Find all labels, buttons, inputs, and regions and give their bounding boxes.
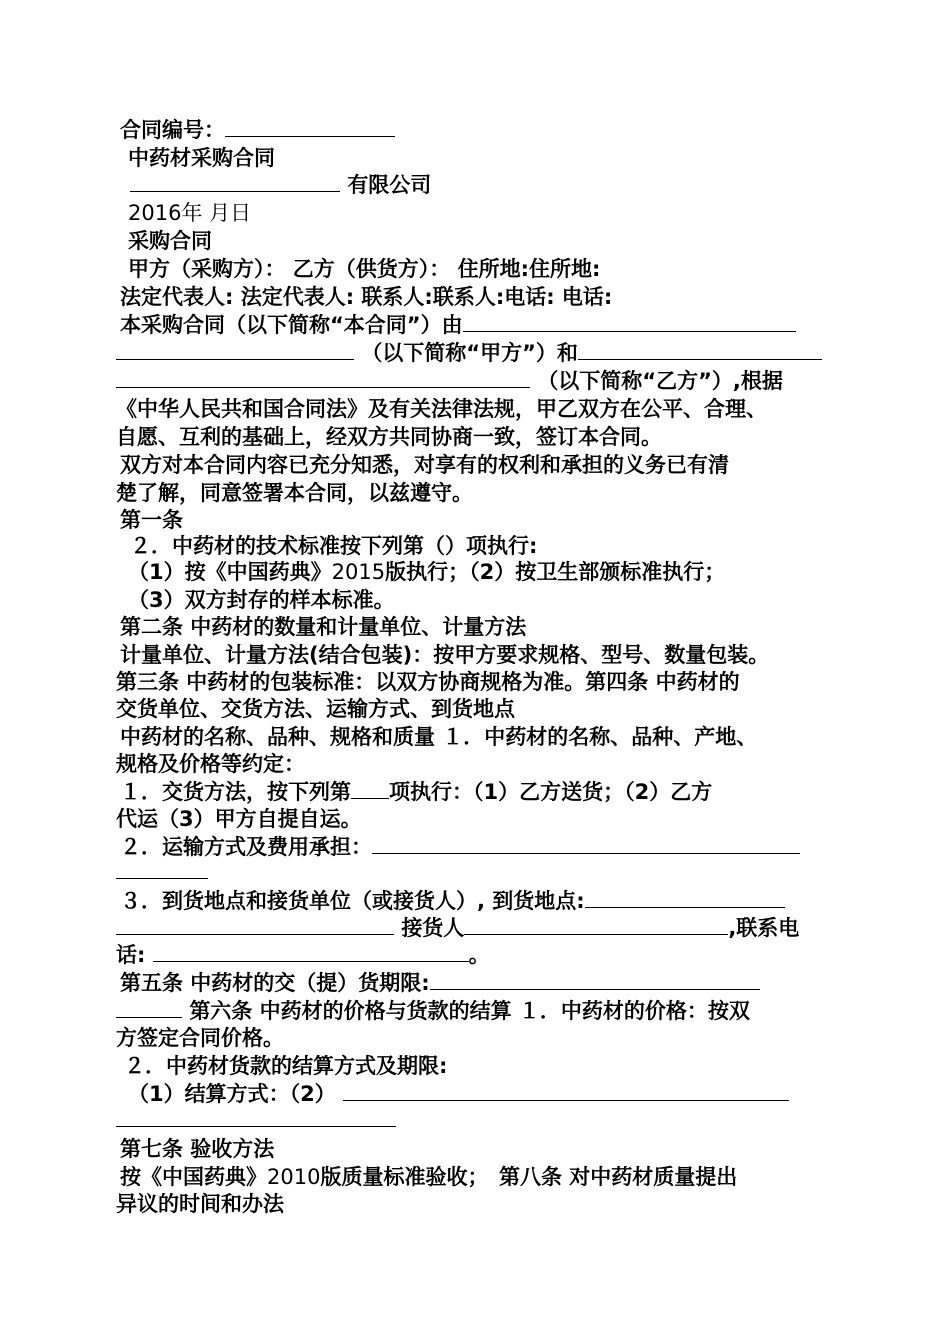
intro-text-1: 本采购合同（以下简称“本合同”）由: [120, 313, 463, 337]
delivery-method-line: [120, 778, 712, 806]
intro-line-1: [120, 311, 796, 339]
arrival-place-blank: [585, 887, 785, 908]
article-5-text: 第五条 中药材的交（提）货期限:: [120, 971, 430, 995]
article-6-leading-blank: [116, 997, 182, 1018]
arrival-text: ３．到货地点和接货单位（或接货人）, 到货地点:: [120, 889, 585, 913]
article-1-option-3: （3）双方封存的样本标准。: [128, 588, 395, 612]
transport-text: ２．运输方式及费用承担：: [120, 835, 372, 859]
transport-line: [120, 833, 800, 861]
intro-text-3: （以下简称“乙方”）,根据: [537, 369, 783, 393]
article-7-text-line: [120, 1163, 737, 1191]
receiver-blank: [464, 914, 728, 935]
names-line-2: 规格及价格等约定：: [116, 752, 305, 776]
arrival-unit-blank: [116, 914, 394, 935]
delivery-text-a: １．交货方法，按下列第: [120, 780, 351, 804]
settlement-method-text: （1）结算方式：（2）: [128, 1082, 336, 1106]
article-8-continued: 异议的时间和办法: [116, 1192, 284, 1216]
contract-date: [128, 199, 251, 227]
article-5-line: [120, 969, 760, 997]
article-5-blank: [430, 969, 760, 990]
settlement-blank-2: [116, 1106, 396, 1127]
intro-blank-1: [463, 311, 796, 332]
article-6-text: 第六条 中药材的价格与货款的结算 １．中药材的价格：按双: [189, 999, 750, 1023]
settlement-blank: [343, 1080, 789, 1101]
article-1-heading: 第一条: [120, 508, 183, 532]
transport-blank-continued: [116, 858, 208, 886]
article-6-continued: 方签定合同价格。: [116, 1026, 284, 1050]
intro-line-3: [116, 367, 783, 395]
receiver-line: [116, 914, 799, 942]
contract-number-line: [120, 116, 395, 144]
article-6-line: [116, 997, 750, 1025]
option-1-text: （1）按《中国药典》: [128, 560, 332, 584]
intro-line-5: 自愿、互利的基础上，经双方共同协商一致，签订本合同。: [116, 425, 662, 449]
contract-number-blank: [225, 116, 395, 137]
article-4-continued: 交货单位、交货方法、运输方式、到货地点: [116, 697, 515, 721]
article-3-4-line: 第三条 中药材的包装标准：以双方协商规格为准。第四条 中药材的: [116, 670, 740, 694]
telephone-end: 。: [468, 943, 490, 967]
settlement-method-line: [128, 1080, 789, 1108]
delivery-method-continued: 代运（3）甲方自提自运。: [116, 807, 362, 831]
contract-subtitle: 采购合同: [128, 229, 212, 253]
article-7-text-a: 按《中国药典》: [120, 1165, 267, 1189]
parties-line: 甲方（采购方）： 乙方（供货方）： 住所地:住所地:: [128, 257, 601, 281]
company-suffix: 有限公司: [347, 173, 432, 197]
date-text: 2016年 月日: [128, 201, 252, 225]
transport-blank-2: [116, 858, 208, 879]
option-2-text: 版执行；（2）按卫生部颁标准执行；: [385, 560, 726, 584]
contract-number-label: 合同编号：: [120, 118, 225, 142]
intro-line-4: 《中华人民共和国合同法》及有关法律法规，甲乙双方在公平、合理、: [116, 397, 767, 421]
party-b-blank: [578, 339, 822, 360]
receiver-label: 接货人: [401, 916, 465, 940]
intro-line-6: 双方对本合同内容已充分知悉，对享有的权利和承担的义务已有清: [120, 453, 729, 477]
article-2-text: 计量单位、计量方法(结合包装)：按甲方要求规格、型号、数量包装。: [120, 643, 770, 667]
company-line: [130, 171, 431, 199]
article-7-year: 2010: [267, 1165, 321, 1189]
intro-line-7: 楚了解，同意签署本合同，以兹遵守。: [116, 481, 473, 505]
arrival-line: [120, 887, 785, 915]
article-7-heading: 第七条 验收方法: [120, 1137, 275, 1161]
settlement-heading: ２．中药材货款的结算方式及期限:: [124, 1054, 448, 1078]
intro-blank-3: [116, 367, 530, 388]
article-7-text-b: 版质量标准验收； 第八条 对中药材质量提出: [320, 1165, 738, 1189]
representatives-line: 法定代表人: 法定代表人: 联系人:联系人:电话: 电话:: [120, 285, 613, 309]
article-2-heading: 第二条 中药材的数量和计量单位、计量方法: [120, 615, 527, 639]
company-name-blank: [130, 171, 340, 192]
delivery-text-b: 项执行：（1）乙方送货；（2）乙方: [389, 780, 713, 804]
option-1-year: 2015: [331, 560, 386, 584]
article-1-options: [128, 558, 725, 586]
party-a-blank: [116, 339, 354, 360]
settlement-blank-continued: [116, 1106, 396, 1134]
contact-label: ,联系电: [728, 916, 800, 940]
intro-text-2: （以下简称“甲方”）和: [361, 341, 578, 365]
telephone-line: [116, 941, 490, 969]
names-line-1: 中药材的名称、品种、规格和质量 １．中药材的名称、品种、产地、: [120, 725, 758, 749]
contract-title: 中药材采购合同: [128, 146, 275, 170]
article-1-standard: ２．中药材的技术标准按下列第（）项执行:: [130, 534, 538, 558]
intro-line-2: [116, 339, 822, 367]
telephone-label: 话:: [116, 943, 146, 967]
telephone-blank: [153, 941, 469, 962]
delivery-option-blank: [351, 778, 389, 799]
transport-blank: [372, 833, 800, 854]
